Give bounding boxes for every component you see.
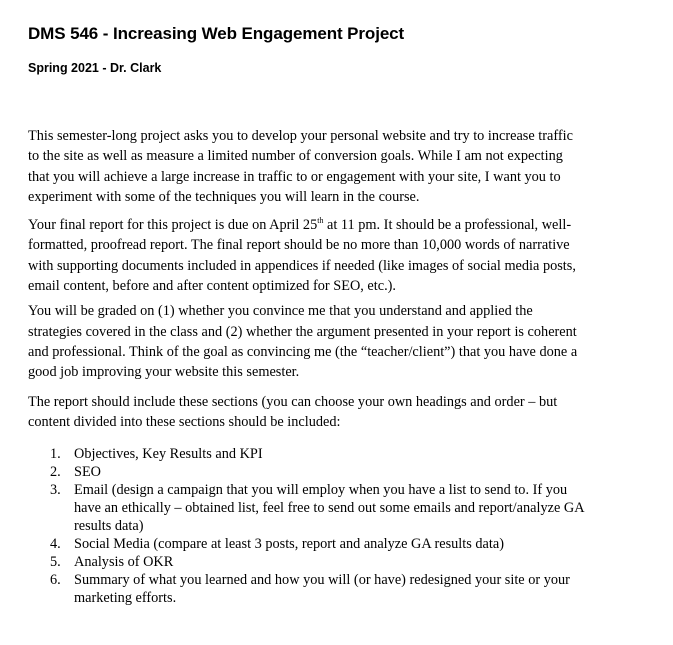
list-number: 5. (50, 554, 61, 571)
list-item-text: have an ethically – obtained list, feel free to send out some emails and report/analyze GA (74, 500, 585, 517)
paragraph-line (28, 215, 648, 235)
list-item-text: Analysis of OKR (74, 554, 174, 571)
list-item-text: Objectives, Key Results and KPI (74, 446, 263, 463)
due-time-text: at 11 pm. It should be a professional, well- (323, 217, 572, 234)
due-date-text: Your final report for this project is due on April 25 (28, 217, 318, 234)
paragraph-line: and professional. Think of the goal as convincing me (the “teacher/client”) that you have done a (28, 343, 578, 360)
paragraph-line: experiment with some of the techniques you will learn in the course. (28, 188, 420, 205)
list-number: 3. (50, 482, 61, 499)
list-item-text: Email (design a campaign that you will employ when you have a list to send to. If you (74, 482, 568, 499)
document-subtitle: Spring 2021 - Dr. Clark (28, 61, 162, 75)
list-item (28, 445, 648, 463)
list-item-text: marketing efforts. (74, 590, 177, 607)
list-item (28, 571, 648, 607)
list-item-text: Social Media (compare at least 3 posts, report and analyze GA results data) (74, 536, 504, 553)
ordinal-suffix: th (317, 216, 324, 226)
report-sections-list (28, 445, 648, 607)
list-number: 6. (50, 572, 61, 589)
due-date-paragraph (28, 215, 648, 296)
paragraph-line: The report should include these sections (you can choose your own headings and order – but (28, 393, 558, 410)
list-item (28, 535, 648, 553)
paragraph-line: This semester-long project asks you to develop your personal website and try to increase traffic (28, 128, 573, 144)
grading-paragraph (28, 301, 648, 382)
paragraph-line: content divided into these sections should be included: (28, 413, 341, 430)
document-title: DMS 546 - Increasing Web Engagement Project (28, 24, 405, 43)
list-number: 2. (50, 464, 61, 481)
paragraph-line: that you will achieve a large increase in traffic to or engagement with your site, I want you to (28, 168, 561, 185)
list-item-text: SEO (74, 464, 102, 481)
list-number: 4. (50, 536, 61, 553)
document-body (28, 126, 648, 607)
list-number: 1. (50, 446, 61, 463)
paragraph-line: good job improving your website this semester. (28, 364, 300, 381)
paragraph-line: formatted, proofread report. The final report should be no more than 10,000 words of narrative (28, 237, 570, 254)
list-item (28, 553, 648, 571)
list-item-text: Summary of what you learned and how you will (or have) redesigned your site or your (74, 572, 570, 589)
paragraph-line: with supporting documents included in appendices if needed (like images of social media posts, (28, 257, 576, 274)
intro-paragraph (28, 126, 648, 207)
paragraph-line: You will be graded on (1) whether you convince me that you understand and applied the (28, 303, 533, 320)
sections-intro-paragraph (28, 392, 648, 433)
list-item (28, 463, 648, 481)
list-item (28, 481, 648, 535)
paragraph-line: strategies covered in the class and (2) whether the argument presented in your report is coherent (28, 323, 577, 340)
paragraph-line: email content, before and after content optimized for SEO, etc.). (28, 278, 396, 295)
list-item-text: results data) (74, 518, 144, 535)
paragraph-line: to the site as well as measure a limited number of conversion goals. While I am not expecting (28, 148, 563, 165)
